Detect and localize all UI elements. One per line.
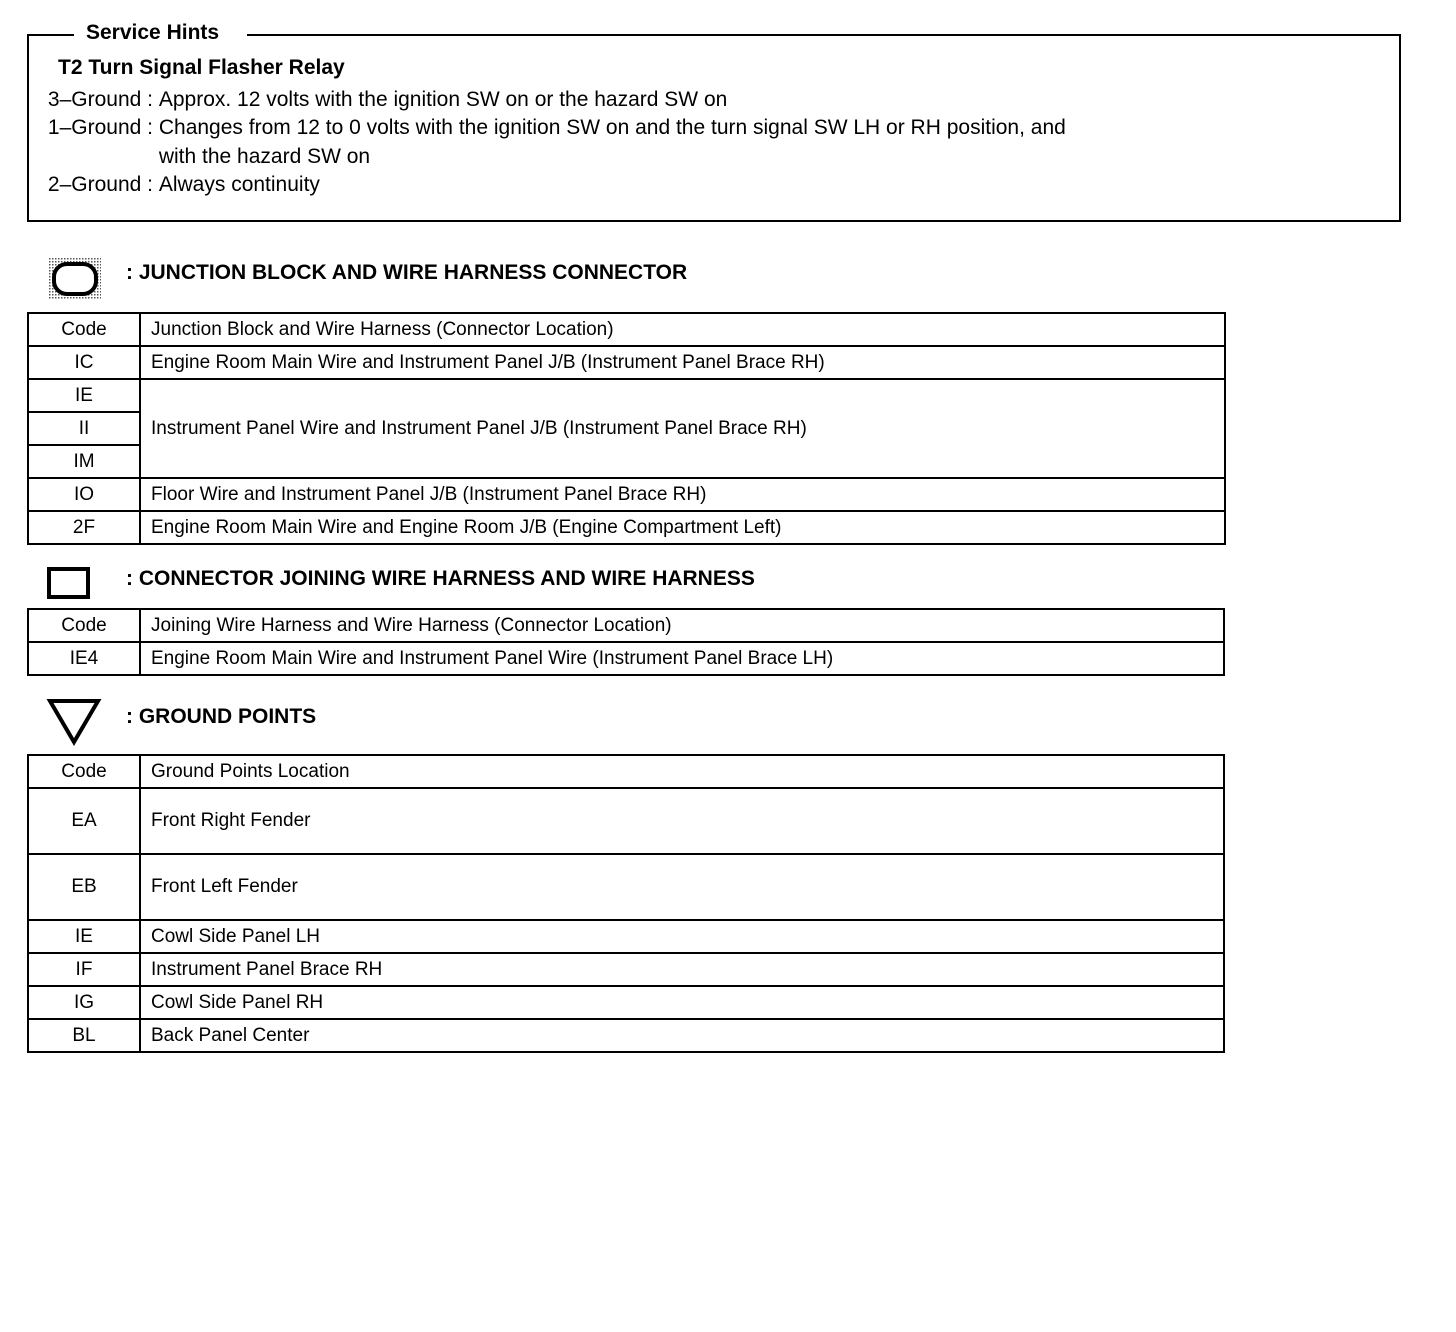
table-header-row bbox=[28, 609, 1224, 642]
table-row bbox=[28, 854, 1224, 920]
desc-header: Joining Wire Harness and Wire Harness (Connector Location) bbox=[140, 609, 1224, 642]
hint-pin: 1–Ground : bbox=[47, 116, 153, 139]
junction-table bbox=[27, 312, 1226, 545]
hint-text: Changes from 12 to 0 volts with the ignition SW on and the turn signal SW LH or RH position, and bbox=[158, 116, 1066, 139]
ground-table bbox=[27, 754, 1225, 1053]
hint-text: Always continuity bbox=[158, 173, 320, 196]
code-cell: EA bbox=[28, 788, 140, 854]
hint-line bbox=[27, 171, 320, 199]
desc-cell: Engine Room Main Wire and Instrument Panel Wire (Instrument Panel Brace LH) bbox=[140, 642, 1224, 675]
desc-cell: Back Panel Center bbox=[140, 1019, 1224, 1052]
table-row bbox=[28, 642, 1224, 675]
hint-text: with the hazard SW on bbox=[158, 145, 371, 168]
code-cell: IE bbox=[28, 379, 140, 412]
table-row bbox=[28, 920, 1224, 953]
connector-table bbox=[27, 608, 1225, 676]
service-hints-legend: Service Hints bbox=[74, 18, 247, 48]
hint-line bbox=[27, 114, 1066, 142]
desc-cell: Floor Wire and Instrument Panel J/B (Instrument Panel Brace RH) bbox=[140, 478, 1225, 511]
table-row bbox=[28, 953, 1224, 986]
connector-box-icon bbox=[47, 566, 91, 600]
code-cell: IM bbox=[28, 445, 140, 478]
hint-line bbox=[27, 143, 370, 171]
table-row bbox=[28, 511, 1225, 544]
table-header-row bbox=[28, 755, 1224, 788]
desc-cell: Front Right Fender bbox=[140, 788, 1224, 854]
desc-cell: Instrument Panel Brace RH bbox=[140, 953, 1224, 986]
table-row bbox=[28, 346, 1225, 379]
code-cell: IE4 bbox=[28, 642, 140, 675]
hint-pin: 3–Ground : bbox=[47, 88, 153, 111]
desc-cell: Front Left Fender bbox=[140, 854, 1224, 920]
table-row bbox=[28, 379, 1225, 412]
table-header-row bbox=[28, 313, 1225, 346]
code-header: Code bbox=[28, 755, 140, 788]
hint-text: Approx. 12 volts with the ignition SW on or the hazard SW on bbox=[158, 88, 728, 111]
connector-section-heading: : CONNECTOR JOINING WIRE HARNESS AND WIRE HARNESS bbox=[126, 567, 755, 590]
junction-section-heading: : JUNCTION BLOCK AND WIRE HARNESS CONNECTOR bbox=[126, 261, 688, 284]
code-cell: BL bbox=[28, 1019, 140, 1052]
desc-cell: Engine Room Main Wire and Instrument Panel J/B (Instrument Panel Brace RH) bbox=[140, 346, 1225, 379]
desc-cell: Engine Room Main Wire and Engine Room J/B (Engine Compartment Left) bbox=[140, 511, 1225, 544]
code-cell: IO bbox=[28, 478, 140, 511]
desc-cell: Cowl Side Panel LH bbox=[140, 920, 1224, 953]
table-row bbox=[28, 478, 1225, 511]
code-cell: IF bbox=[28, 953, 140, 986]
hint-pin: 2–Ground : bbox=[47, 173, 153, 196]
desc-header: Ground Points Location bbox=[140, 755, 1224, 788]
desc-header: Junction Block and Wire Harness (Connector Location) bbox=[140, 313, 1225, 346]
code-cell: EB bbox=[28, 854, 140, 920]
desc-cell: Cowl Side Panel RH bbox=[140, 986, 1224, 1019]
table-row bbox=[28, 788, 1224, 854]
table-row bbox=[28, 1019, 1224, 1052]
table-row bbox=[28, 986, 1224, 1019]
code-cell: 2F bbox=[28, 511, 140, 544]
junction-block-icon bbox=[46, 255, 104, 303]
code-cell: IE bbox=[28, 920, 140, 953]
code-header: Code bbox=[28, 313, 140, 346]
desc-cell: Instrument Panel Wire and Instrument Panel J/B (Instrument Panel Brace RH) bbox=[140, 379, 1225, 478]
code-cell: IC bbox=[28, 346, 140, 379]
code-header: Code bbox=[28, 609, 140, 642]
code-cell: IG bbox=[28, 986, 140, 1019]
code-cell: II bbox=[28, 412, 140, 445]
ground-triangle-icon bbox=[46, 697, 102, 747]
service-hint-title: T2 Turn Signal Flasher Relay bbox=[58, 56, 345, 79]
ground-section-heading: : GROUND POINTS bbox=[126, 705, 317, 728]
hint-line bbox=[27, 86, 727, 114]
